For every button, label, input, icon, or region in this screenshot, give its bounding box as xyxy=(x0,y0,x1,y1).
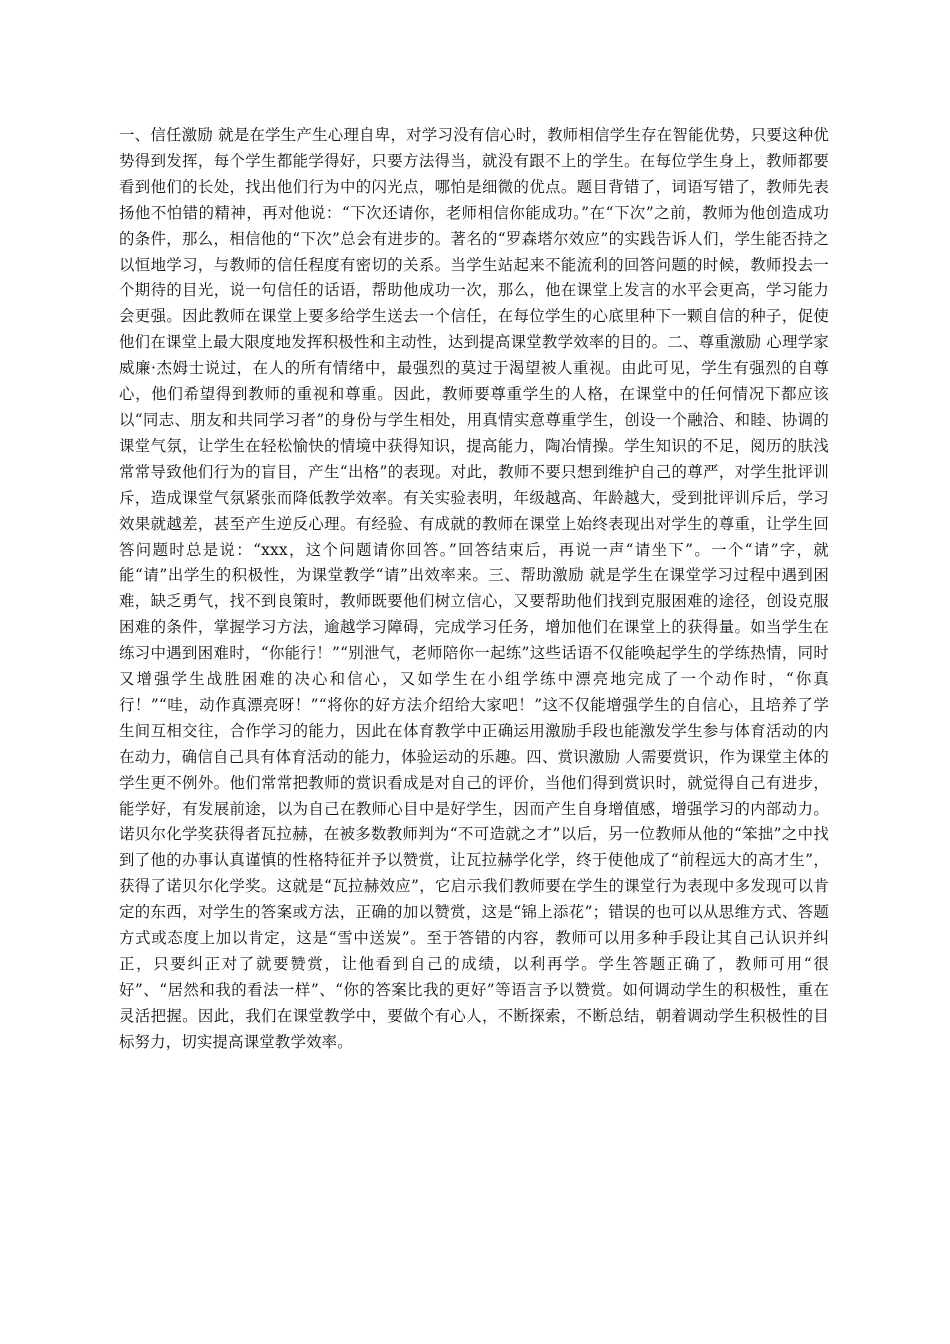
body-paragraph: 一、信任激励 就是在学生产生心理自卑，对学习没有信心时，教师相信学生存在智能优势，只要这种优势得到发挥，每个学生都能学得好，只要方法得当，就没有跟不上的学生。在每位学生身上，教师都要看到他们的长处，找出他们行为中的闪光点，哪怕是细微的优点。题目背错了，词语写错了，教师先表扬他不怕错的精神，再对他说：“下次还请你，老师相信你能成功。”在“下次”之前，教师为他创造成功的条件，那么，相信他的“下次”总会有进步的。著名的“罗森塔尔效应”的实践告诉人们，学生能否持之以恒地学习，与教师的信任程度有密切的关系。当学生站起来不能流利的回答问题的时候，教师投去一个期待的目光，说一句信任的话语，帮助他成功一次，那么，他在课堂上发言的水平会更高，学习能力会更强。因此教师在课堂上要多给学生送去一个信任，在每位学生的心底里种下一颗自信的种子，促使他们在课堂上最大限度地发挥积极性和主动性，达到提高课堂教学效率的目的。二、尊重激励 心理学家威廉·杰姆士说过，在人的所有情绪中，最强烈的莫过于渴望被人重视。由此可见，学生有强烈的自尊心，他们希望得到教师的重视和尊重。因此，教师要尊重学生的人格，在课堂中的任何情况下都应该以“同志、朋友和共同学习者”的身份与学生相处，用真情实意尊重学生，创设一个融洽、和睦、协调的课堂气氛，让学生在轻松愉快的情境中获得知识，提高能力，陶冶情操。学生知识的不足，阅历的肤浅常常导致他们行为的盲目，产生“出格”的表现。对此，教师不要只想到维护自己的尊严，对学生批评训斥，造成课堂气氛紧张而降低教学效率。有关实验表明，年级越高、年龄越大，受到批评训斥后，学习效果就越差，甚至产生逆反心理。有经验、有成就的教师在课堂上始终表现出对学生的尊重，让学生回答问题时总是说：“xxx，这个问题请你回答。”回答结束后，再说一声“请坐下”。一个“请”字，就能“请”出学生的积极性，为课堂教学“请”出效率来。三、帮助激励 就是学生在课堂学习过程中遇到困难，缺乏勇气，找不到良策时，教师既要他们树立信心，又要帮助他们找到克服困难的途径，创设克服困难的条件，掌握学习方法，逾越学习障碍，完成学习任务，增加他们在课堂上的获得量。如当学生在练习中遇到困难时，“你能行！”“别泄气，老师陪你一起练”这些话语不仅能唤起学生的学练热情，同时又增强学生战胜困难的决心和信心，又如学生在小组学练中漂亮地完成了一个动作时，“你真行！”“哇，动作真漂亮呀！”“将你的好方法介绍给大家吧！”这不仅能增强学生的自信心，且培养了学生间互相交往，合作学习的能力，因此在体育教学中正确运用激励手段也能激发学生参与体育活动的内在动力，确信自己具有体育活动的能力，体验运动的乐趣。四、赏识激励 人需要赏识，作为课堂主体的学生更不例外。他们常常把教师的赏识看成是对自己的评价，当他们得到赏识时，就觉得自己有进步，能学好，有发展前途，以为自己在教师心目中是好学生，因而产生自身增值感，增强学习的内部动力。诺贝尔化学奖获得者瓦拉赫，在被多数教师判为“不可造就之才”以后，另一位教师从他的“笨拙”之中找到了他的办事认真谨慎的性格特征并予以赞赏，让瓦拉赫学化学，终于使他成了“前程远大的高才生”，获得了诺贝尔化学奖。这就是“瓦拉赫效应”，它启示我们教师要在学生的课堂行为表现中多发现可以肯定的东西，对学生的答案或方法，正确的加以赞赏，这是“锦上添花”；错误的也可以从思维方式、答题方式或态度上加以肯定，这是“雪中送炭”。至于答错的内容，教师可以用多种手段让其自己认识并纠正，只要纠正对了就要赞赏，让他看到自己的成绩，以利再学。学生答题正确了，教师可用“很好”、“居然和我的看法一样”、“你的答案比我的更好”等语言予以赞赏。如何调动学生的积极性，重在灵活把握。因此，我们在课堂教学中，要做个有心人，不断探索，不断总结，朝着调动学生积极性的目标努力，切实提高课堂教学效率。 xyxy=(119,126,829,1051)
